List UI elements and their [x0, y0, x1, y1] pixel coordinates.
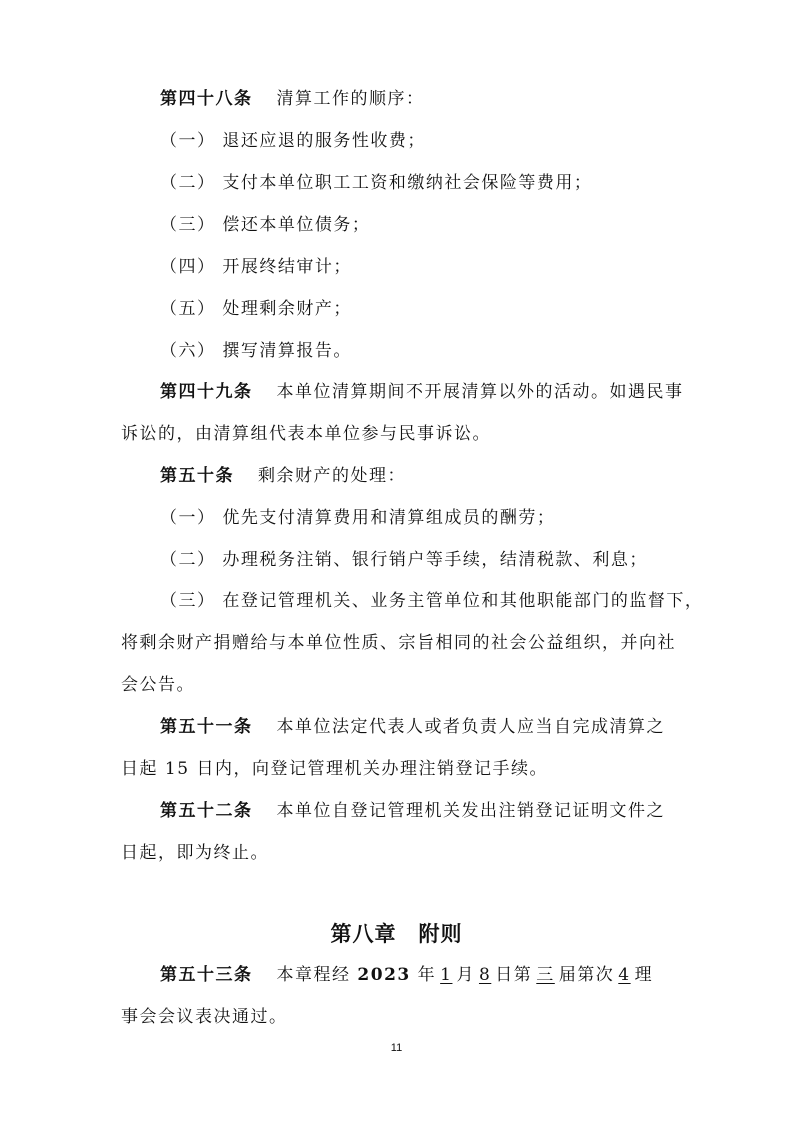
article-52-line-2: 日起，即为终止。	[121, 843, 269, 863]
article-52-text-1: 本单位自登记管理机关发出注销登记证明文件之	[276, 801, 665, 821]
chapter-title: 第八章 附则	[330, 922, 463, 946]
article-50-item-3-line-2: 将剩余财产捐赠给与本单位性质、宗旨相同的社会公益组织，并向社	[121, 633, 676, 653]
article-53-day-label: 日第	[495, 965, 533, 985]
article-53-heading: 第五十三条	[160, 965, 253, 985]
article-48-title-line	[160, 88, 680, 110]
article-49-heading: 第四十九条	[160, 382, 253, 402]
article-51-text-1: 本单位法定代表人或者负责人应当自完成清算之	[276, 717, 665, 737]
article-48-item-6: （六） 撰写清算报告。	[160, 341, 352, 361]
article-50-text: 剩余财产的处理：	[258, 466, 406, 486]
article-53-session: 4	[618, 965, 631, 985]
article-48-text: 清算工作的顺序：	[276, 89, 425, 109]
article-50-item-2: （二） 办理税务注销、银行销户等手续，结清税款、利息；	[160, 550, 648, 570]
article-49-line-2: 诉讼的，由清算组代表本单位参与民事诉讼。	[121, 424, 491, 444]
article-48-item-5: （五） 处理剩余财产；	[160, 299, 352, 319]
article-52-heading: 第五十二条	[160, 801, 253, 821]
article-49-text-1: 本单位清算期间不开展清算以外的活动。如遇民事	[276, 382, 684, 402]
article-53-month: 1	[440, 965, 453, 985]
article-53-year-label: 年	[417, 965, 437, 985]
article-53-day: 8	[478, 965, 492, 985]
article-51-line-1	[160, 716, 680, 738]
article-51-line-2: 日起 15 日内，向登记管理机关办理注销登记手续。	[121, 759, 548, 779]
article-48-item-4: （四） 开展终结审计；	[160, 257, 352, 277]
article-48-item-1: （一） 退还应退的服务性收费；	[160, 131, 426, 151]
article-50-title-line	[160, 465, 680, 487]
article-53-text-end: 理	[634, 965, 654, 985]
article-49-line-1	[160, 381, 684, 403]
article-53-term-label: 届第次	[558, 965, 615, 985]
article-53-month-label: 月	[456, 965, 475, 985]
article-48-item-3: （三） 偿还本单位债务；	[160, 215, 371, 235]
article-53-text-1: 本章程经	[276, 965, 351, 985]
article-48-heading: 第四十八条	[160, 89, 253, 109]
article-52-line-1	[160, 800, 680, 822]
article-51-heading: 第五十一条	[160, 717, 253, 737]
article-50-item-3-line-3: 会公告。	[121, 675, 195, 695]
article-53-line-2: 事会会议表决通过。	[121, 1007, 288, 1027]
article-53-line-1	[160, 964, 680, 986]
article-53-term: 三	[536, 965, 555, 985]
article-50-item-3-line-1: （三） 在登记管理机关、业务主管单位和其他职能部门的监督下，	[160, 591, 704, 611]
article-50-heading: 第五十条	[160, 466, 234, 486]
page-number: 11	[390, 1042, 403, 1054]
article-53-year: 2023	[357, 965, 411, 985]
article-48-item-2: （二） 支付本单位职工工资和缴纳社会保险等费用；	[160, 173, 593, 193]
article-50-item-1: （一） 优先支付清算费用和清算组成员的酬劳；	[160, 508, 556, 528]
